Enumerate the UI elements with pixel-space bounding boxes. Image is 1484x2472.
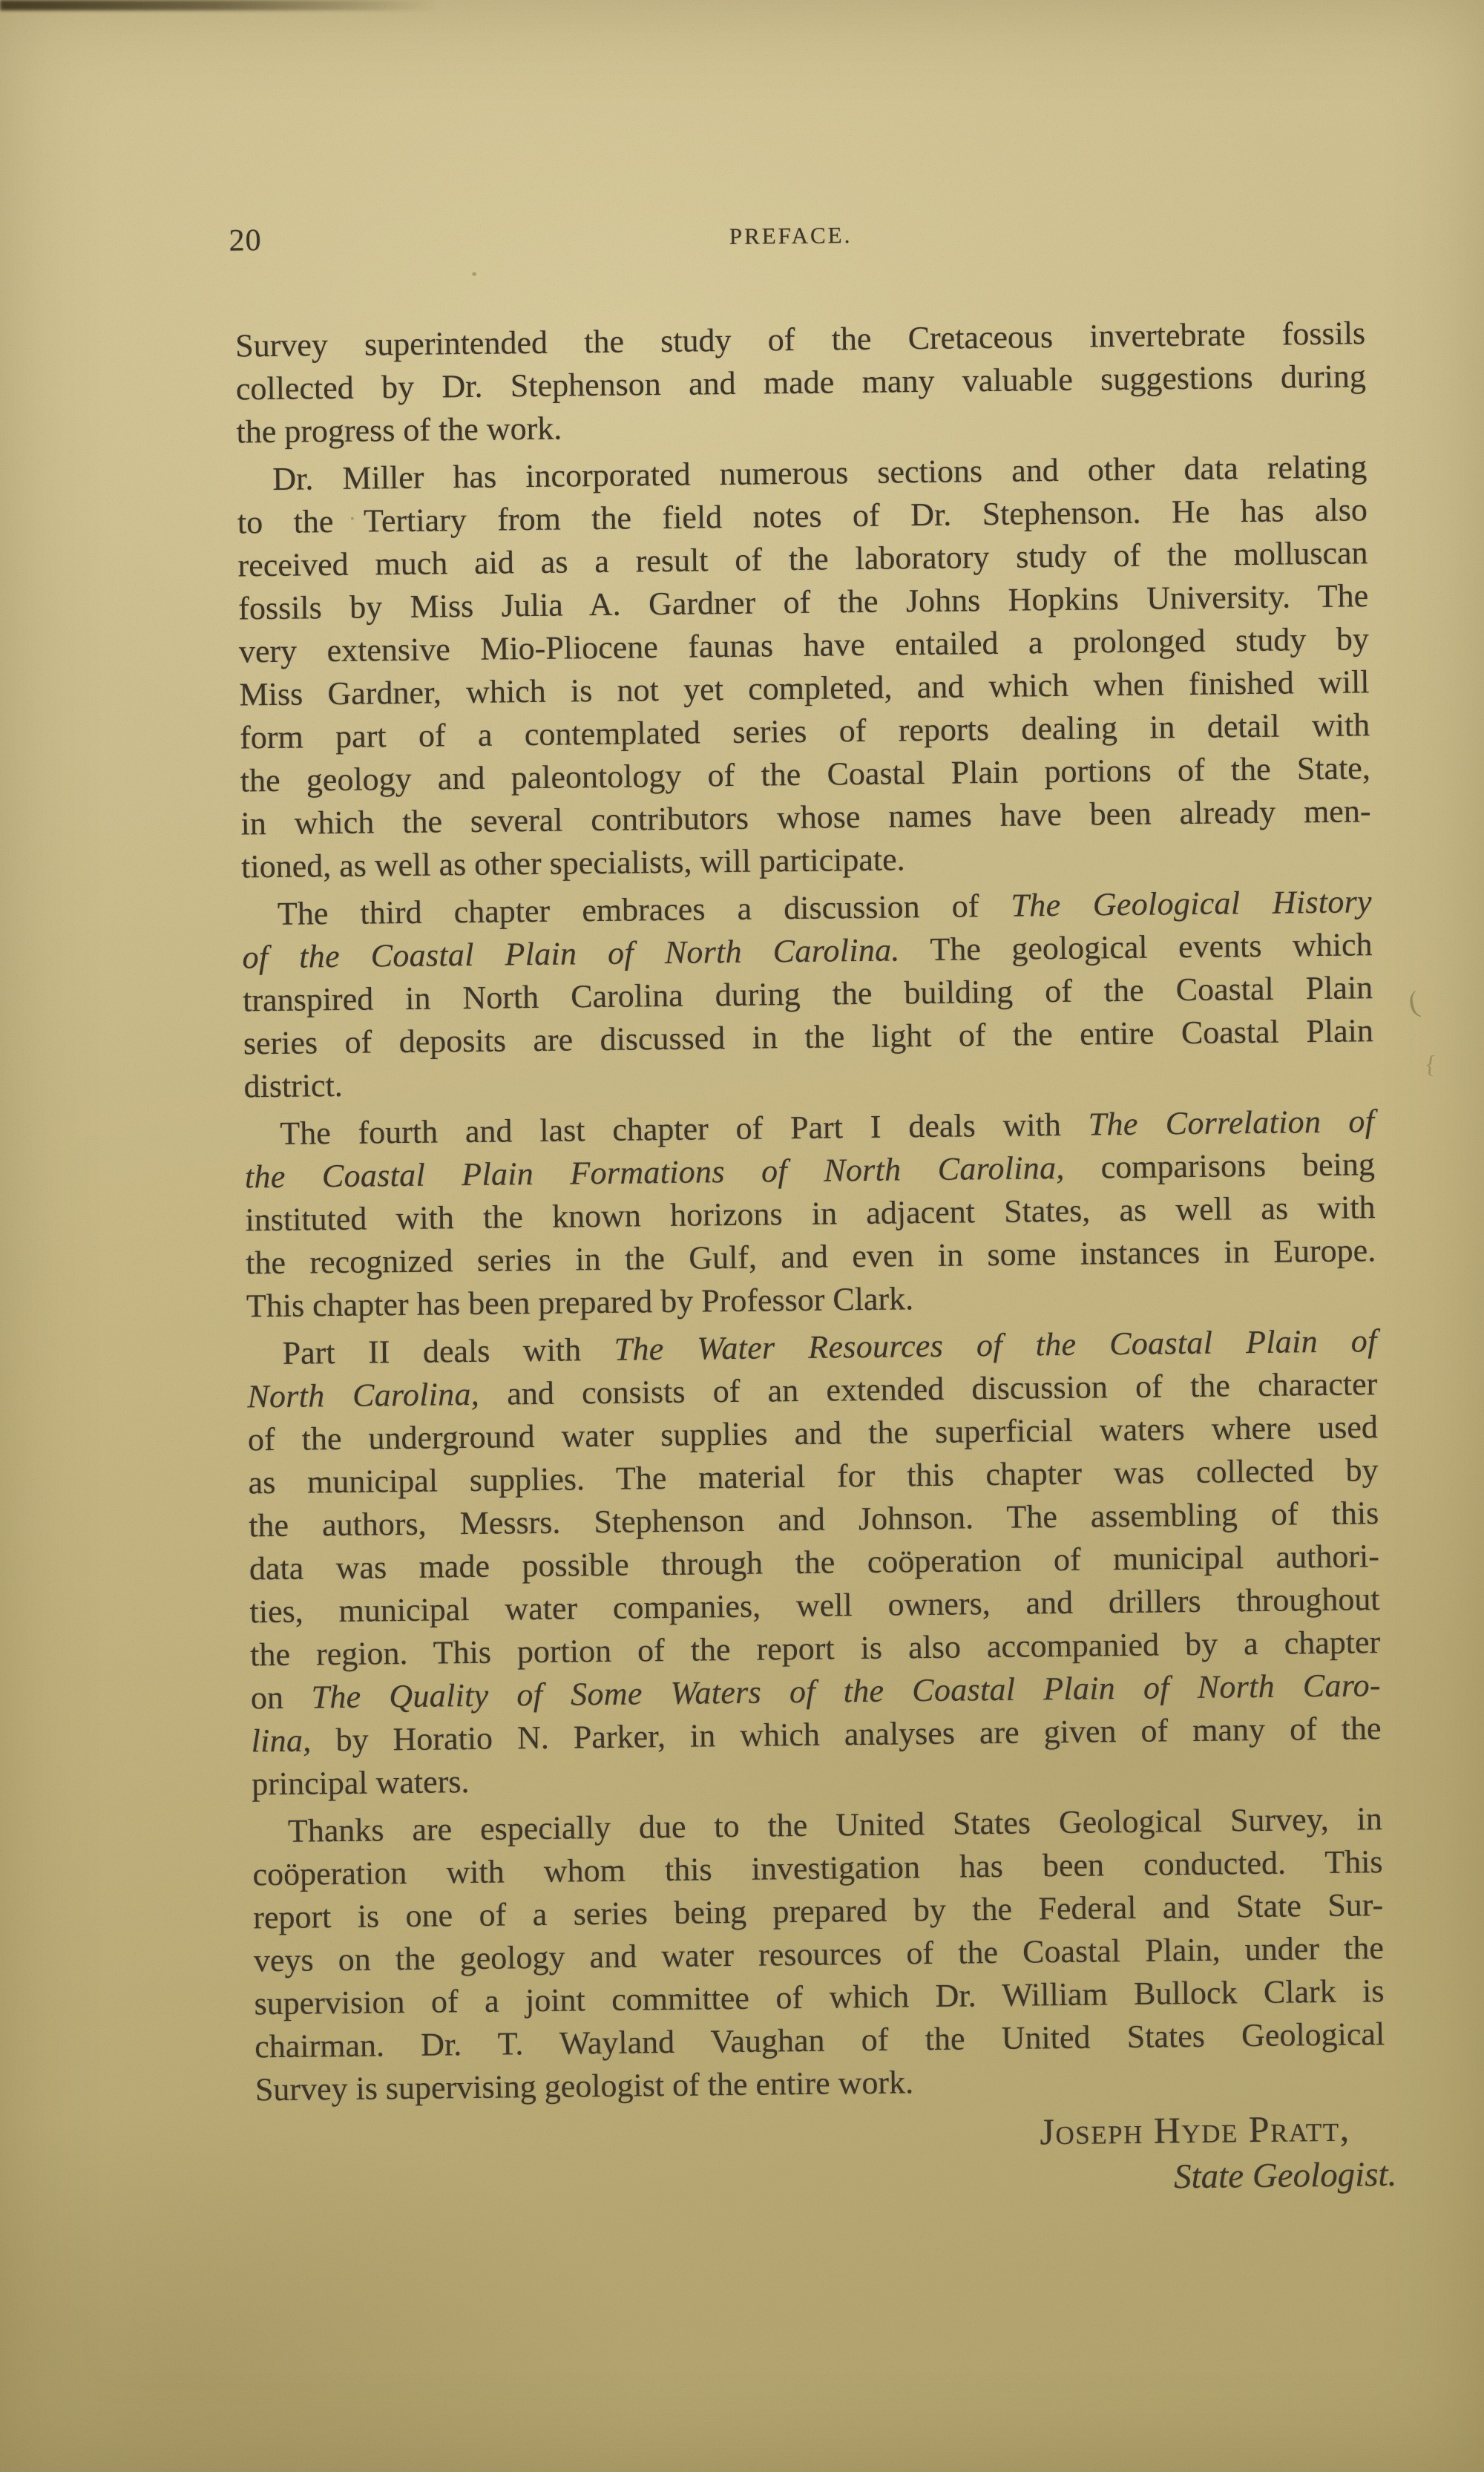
text-line: Survey is supervising geologist of the entire work. [255,2064,914,2108]
text-line: data was made possible through the coöperation of municipal authori- [249,1538,1380,1587]
text-line: fossils by Miss Julia A. Gardner of the Johns Hopkins University. The [237,577,1369,627]
paragraph [235,312,1367,453]
paragraph [252,1797,1386,2111]
text-line: form part of a contemplated series of reports dealing in detail with [239,706,1370,756]
text-line: as municipal supplies. The material for this chapter was collected by [248,1452,1379,1501]
paragraph [237,445,1371,888]
paragraph [244,1100,1376,1328]
text-line: Miss Gardner, which is not yet completed, and which when finished will [239,663,1370,713]
text-line: lina, by Horatio N. Parker, in which analyses are given of many of the [251,1710,1382,1760]
text-line: the Coastal Plain Formations of North Carolina, comparisons being [244,1146,1376,1196]
paragraph [246,1319,1382,1806]
text-line: the recognized series in the Gulf, and even in some instances in Europe. [245,1232,1376,1282]
text-line: the authors, Messrs. Stephenson and Johnson. The assembling of this [249,1495,1379,1544]
text-line: North Carolina, and consists of an extended discussion of the character [247,1365,1378,1415]
text-line: series of deposits are discussed in the light of the entire Coastal Plain [243,1012,1374,1062]
signature-name: Joseph Hyde Pratt, [1040,2107,1350,2153]
paragraph [242,880,1374,1108]
text-line: This chapter has been prepared by Professor Clark. [246,1280,914,1325]
text-line: tioned, as well as other specialists, will participate. [240,841,905,885]
text-line: chairman. Dr. T. Wayland Vaughan of the United States Geological [254,2016,1385,2065]
paper-speck [472,272,476,276]
text-line: The fourth and last chapter of Part I deals with The Correlation of [280,1103,1375,1152]
stray-ink-mark: { [1422,1050,1438,1079]
text-line: veys on the geology and water resources of the Coastal Plain, under the [253,1930,1385,1979]
text-line: transpired in North Carolina during the building of the Coastal Plain [242,969,1373,1019]
text-line: Part II deals with The Water Resources of the Coastal Plain of [282,1322,1377,1371]
text-line: of the Coastal Plain of North Carolina. The geological events which [242,926,1373,976]
text-line: Thanks are especially due to the United States Geological Survey, in [287,1800,1383,1849]
text-line: instituted with the known horizons in adjacent States, as well as with [245,1189,1376,1239]
stray-ink-mark: ( [1405,984,1422,1020]
page-number: 20 [229,223,262,258]
text-line: received much aid as a result of the laboratory study of the molluscan [237,534,1368,584]
text-line: the geology and paleontology of the Coastal Plain portions of the State, [240,750,1371,799]
text-line: on The Quality of Some Waters of the Coastal Plain of North Caro- [250,1667,1382,1717]
text-line: district. [243,1066,344,1105]
text-line: Dr. Miller has incorporated numerous sections and other data relating [272,448,1368,497]
text-line: supervision of a joint committee of which Dr. William Bullock Clark is [254,1973,1385,2022]
signature-block [255,2105,1397,2211]
text-line: principal waters. [251,1763,470,1803]
text-line: the progress of the work. [236,410,562,450]
body-text [234,312,1397,2211]
text-line: report is one of a series being prepared by the Federal and State Sur- [252,1886,1384,1936]
signature-title: State Geologist. [1173,2154,1397,2197]
text-line: ties, municipal water companies, well owners, and drillers throughout [249,1581,1380,1630]
text-line: Survey superintended the study of the Cretaceous invertebrate fossils [234,315,1366,364]
text-line: The third chapter embraces a discussion of The Geological History [277,883,1373,932]
text-line: of the underground water supplies and the superficial waters where used [247,1409,1379,1458]
text-line: very extensive Mio-Pliocene faunas have entailed a prolonged study by [238,620,1370,670]
running-header: PREFACE. [729,222,853,249]
text-line: to the Tertiary from the field notes of Dr. Stephenson. He has also [237,491,1368,541]
text-line: the region. This portion of the report is also accompanied by a chapter [249,1624,1381,1673]
text-line: coöperation with whom this investigation has been conducted. This [252,1843,1383,1893]
text-line: collected by Dr. Stephenson and made many valuable suggestions during [235,358,1367,407]
text-line: in which the several contributors whose names have been already men- [240,793,1371,842]
